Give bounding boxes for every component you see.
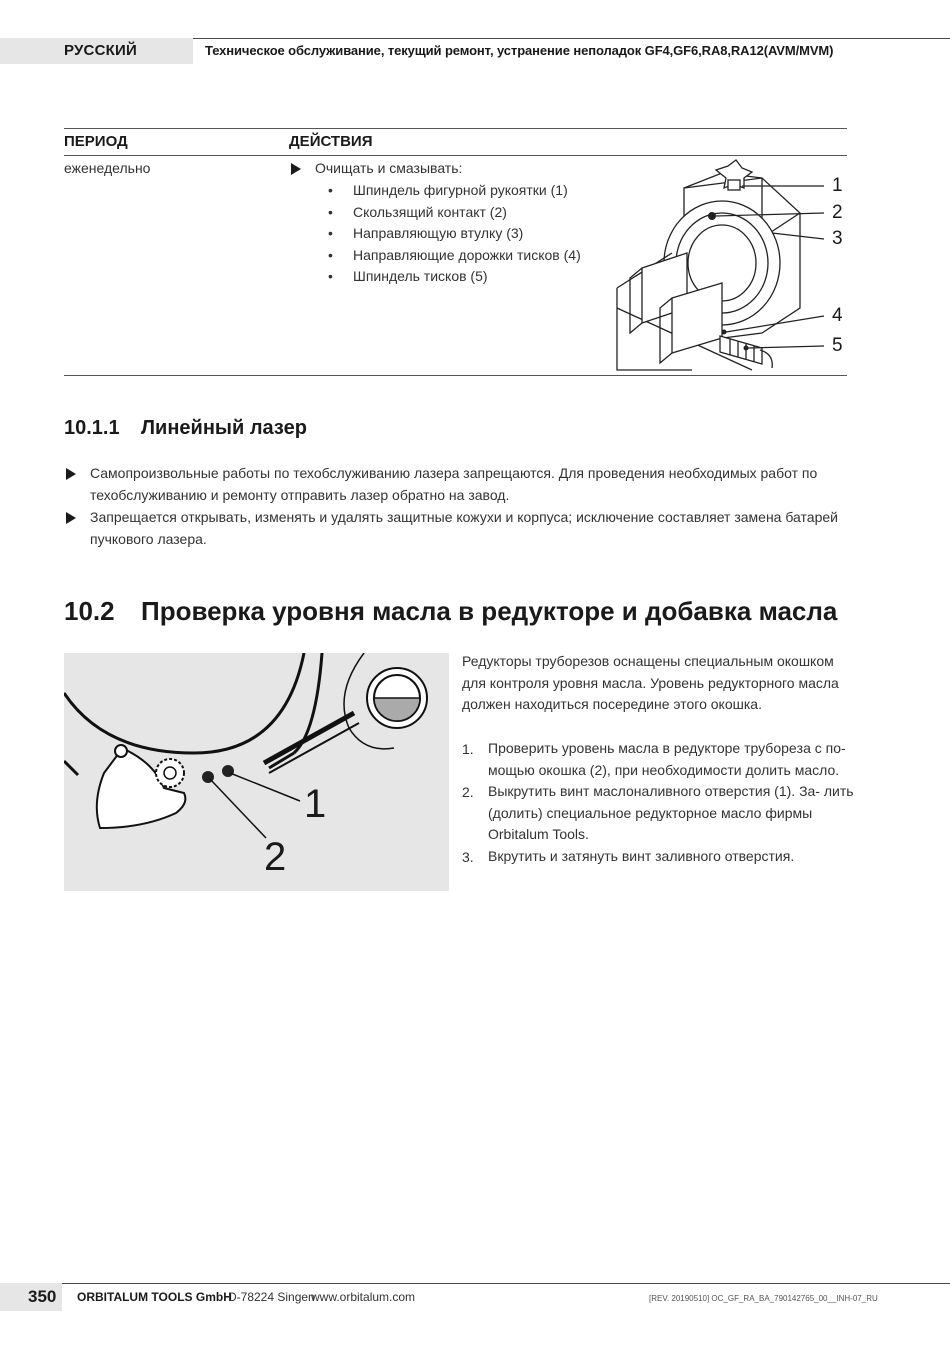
step-text-line: Orbitalum Tools. — [488, 826, 589, 842]
figure-label: 2 — [264, 835, 287, 879]
figure-label: 2 — [832, 202, 843, 223]
paragraph-line: Самопроизвольные работы по техобслуживанию лазера запрещаются. Для проведения необходимых работ по — [90, 465, 818, 481]
section-number: 10.1.1 — [64, 417, 120, 439]
step-text-line: (долить) специальное редукторное масло фирмы — [488, 805, 813, 821]
step-number: 2. — [462, 784, 474, 800]
bullet-dot-icon: • — [328, 182, 333, 198]
step-text-line: мощью окошка (2), при необходимости долить масло. — [488, 762, 840, 778]
action-item: Направляющую втулку (3) — [353, 225, 524, 241]
figure-label: 1 — [304, 782, 327, 826]
figure-label: 4 — [832, 305, 843, 326]
table-header-rule — [64, 155, 847, 156]
bullet-dot-icon: • — [328, 268, 333, 284]
bullet-dot-icon: • — [328, 204, 333, 220]
footer-company: ORBITALUM TOOLS GmbH — [77, 1290, 232, 1304]
table-bottom-rule — [64, 375, 847, 376]
table-top-rule — [64, 128, 847, 129]
arrow-bullet-icon — [291, 163, 301, 175]
bullet-dot-icon: • — [328, 247, 333, 263]
arrow-bullet-icon — [66, 468, 76, 480]
section-title: Проверка уровня масла в редукторе и добавка масла — [141, 596, 838, 626]
gearbox-oil-illustration — [64, 653, 449, 891]
paragraph-line: Запрещается открывать, изменять и удалять защитные кожухи и корпуса; исключение составляет замена батарей — [90, 509, 838, 525]
footer-revision: [REV. 20190510] OC_GF_RA_BA_790142765_00__INH-07_RU — [649, 1294, 878, 1303]
step-text-line: Проверить уровень масла в редукторе труборeза с по- — [488, 740, 846, 756]
intro-line: Редукторы труборезов оснащены специальным окошком — [462, 653, 834, 669]
paragraph-line: пучкового лазера. — [90, 531, 207, 547]
footer-address: D-78224 Singen — [228, 1290, 315, 1304]
action-item: Направляющие дорожки тисков (4) — [353, 247, 581, 263]
column-header-period: ПЕРИОД — [64, 133, 128, 150]
figure-label: 1 — [832, 175, 843, 196]
section-title: Линейный лазер — [141, 417, 307, 439]
page-number: 350 — [28, 1287, 57, 1306]
step-number: 1. — [462, 741, 474, 757]
step-text-line: Вкрутить и затянуть винт заливного отверстия. — [488, 848, 795, 864]
header-title: Техническое обслуживание, текущий ремонт, устранение неполадок GF4,GF6,RA8,RA12(AVM/MVM) — [205, 43, 834, 58]
footer-rule — [62, 1283, 950, 1284]
step-number: 3. — [462, 849, 474, 865]
action-item: Шпиндель тисков (5) — [353, 268, 488, 284]
paragraph-line: техобслуживанию и ремонту отправить лазер обратно на завод. — [90, 487, 510, 503]
action-item: Скользящий контакт (2) — [353, 204, 507, 220]
action-item: Шпиндель фигурной рукоятки (1) — [353, 182, 568, 198]
intro-line: должен находиться посередине этого окошка. — [462, 696, 762, 712]
header-rule — [193, 38, 950, 39]
figure-label: 3 — [832, 228, 843, 249]
section-number: 10.2 — [64, 596, 115, 626]
footer-website-link[interactable]: www.orbitalum.com — [311, 1290, 416, 1304]
step-text-line: Выкрутить винт маслоналивного отверстия (1). За- лить — [488, 783, 854, 799]
period-value: еженедельно — [64, 160, 151, 176]
header-language: РУССКИЙ — [64, 42, 137, 59]
bullet-dot-icon: • — [328, 225, 333, 241]
vise-machine-illustration — [612, 158, 852, 372]
intro-line: для контроля уровня масла. Уровень редукторного масла — [462, 675, 839, 691]
figure-label: 5 — [832, 335, 843, 356]
action-intro: Очищать и смазывать: — [315, 160, 463, 176]
column-header-actions: ДЕЙСТВИЯ — [289, 133, 373, 150]
arrow-bullet-icon — [66, 512, 76, 524]
